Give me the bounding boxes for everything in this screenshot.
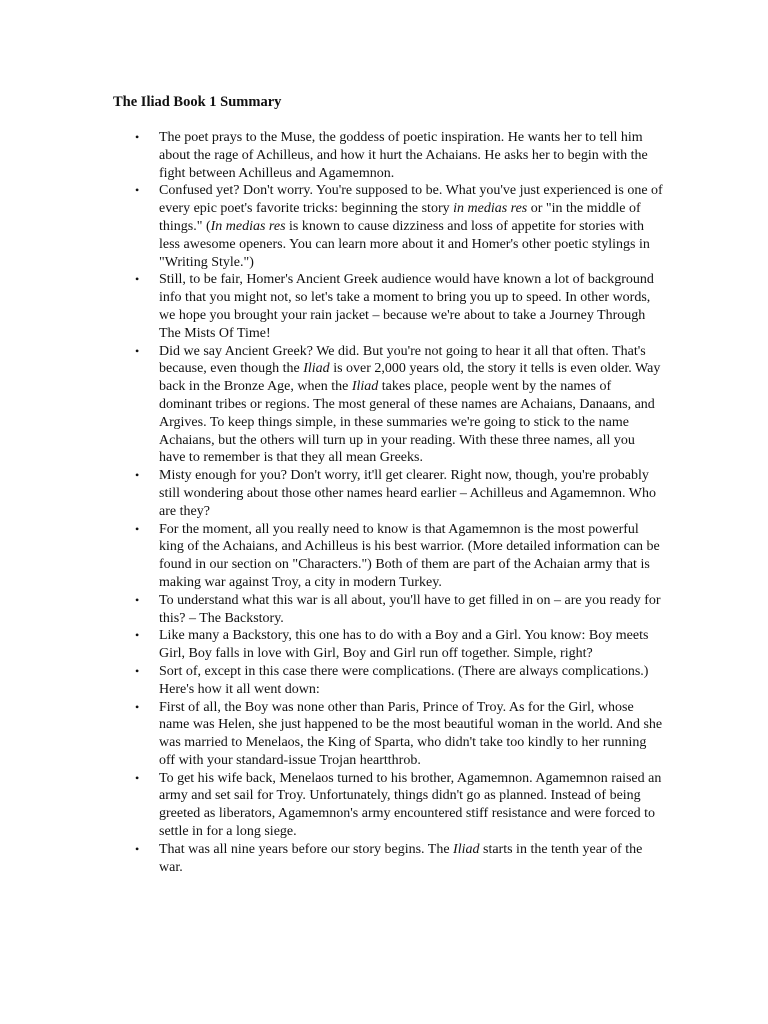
bullet-item [0, 770, 664, 841]
bullet-icon: • [135, 663, 140, 678]
bullet-item [0, 592, 664, 628]
bullet-item [0, 627, 664, 663]
text-run: Sort of, except in this case there were complications. (There are always complications.) Here's how it all went down: [159, 663, 649, 697]
bullet-icon: • [135, 770, 140, 785]
text-run: Did we say Ancient Greek? We did. But you're not going to hear it all that often. That's because, even though the [159, 343, 646, 377]
bullet-item [0, 699, 664, 770]
bullet-text [159, 664, 648, 697]
text-run: or "in the middle of things." ( [159, 201, 641, 234]
bullet-item [0, 663, 664, 699]
bullet-icon: • [135, 130, 140, 144]
text-run: That was all nine years before our story begins. The [159, 841, 454, 857]
bullet-item [0, 271, 664, 342]
italic-text-run: Iliad [453, 841, 480, 857]
italic-text-run: Iliad [303, 361, 330, 377]
text-run: takes place, people went by the names of dominant tribes or regions. The most general of these names are Achaians, Danaans, and Argives. To keep things simple, in these summaries we're going to stick to the name Achaians, but the others will turn up in your reading. With these three names, all you have to remember is that they all mean Greeks. [159, 379, 655, 466]
bullet-icon: • [135, 592, 140, 607]
bullet-text [159, 628, 648, 661]
text-run: To understand what this war is all about, you'll have to get filled in on – are you ready for this? – The Backstory. [159, 592, 661, 626]
italic-text-run: in medias res [453, 201, 528, 217]
bullet-icon: • [135, 272, 140, 287]
bullet-text [159, 593, 661, 626]
italic-text-run: Iliad [351, 379, 379, 395]
bullet-icon: • [135, 841, 140, 856]
bullet-item [0, 841, 664, 877]
text-run: To get his wife back, Menelaos turned to his brother, Agamemnon. Agamemnon raised an army and set sail for Troy. Unfortunately, things didn't go as planned. Instead of being greeted as liberators, Agamemnon's army encountered stiff resistance and were forced to settle in for a long siege. [159, 770, 662, 840]
bullet-text [159, 700, 662, 768]
text-run: is over 2,000 years old, the story it tells is even older. Way back in the Bronze Age, when the [159, 361, 661, 395]
text-run: First of all, the Boy was none other than Paris, Prince of Troy. As for the Girl, whose name was Helen, she just happened to be the most beautiful woman in the world. And she was married to Menelaos, the King of Sparta, who didn't take too kindly to her running off with your standard-issue Trojan heartthrob. [159, 699, 663, 768]
bullet-icon: • [135, 521, 140, 536]
text-run: is known to cause dizziness and loss of appetite for stories with less awesome openers. You can learn more about it and Homer's other poetic stylings in "Writing Style.") [159, 218, 650, 270]
text-run: For the moment, all you really need to know is that Agamemnon is the most powerful king of the Achaians, and Achilleus is his best warrior. (More detailed information can be found in our section on "Characters.") Both of them are part of the Achaian army that is making war against Troy, a city in modern Turkey. [159, 521, 660, 590]
bullet-text [159, 771, 661, 839]
bullet-text [159, 842, 642, 875]
bullet-item [0, 343, 664, 468]
bullet-text [159, 272, 654, 340]
text-run: starts in the tenth year of the war. [159, 841, 643, 875]
bullet-icon: • [135, 628, 140, 643]
bullet-item [0, 521, 664, 592]
bullet-icon: • [135, 183, 140, 198]
summary-bullet-list [0, 129, 768, 876]
bullet-item [0, 129, 664, 182]
text-run: Like many a Backstory, this one has to do with a Boy and a Girl. You know: Boy meets Girl, Boy falls in love with Girl, Boy and Girl run off together. Simple, right? [159, 628, 649, 662]
text-run: Still, to be fair, Homer's Ancient Greek audience would have known a lot of background info that you might not, so let's take a moment to bring you up to speed. In other words, we hope you brought your rain jacket – because we're about to take a Journey Through The Mists Of Time! [159, 272, 654, 341]
bullet-text [159, 130, 648, 181]
text-run: Misty enough for you? Don't worry, it'll get clearer. Right now, though, you're probably still wondering about those other names heard earlier – Achilleus and Agamemnon. Who are they? [159, 468, 657, 519]
bullet-text [159, 522, 660, 590]
text-run: Confused yet? Don't worry. You're supposed to be. What you've just experienced is one of every epic poet's favorite tricks: beginning the story [159, 183, 663, 217]
bullet-icon: • [135, 468, 140, 483]
italic-text-run: In medias res [210, 218, 286, 234]
document-title: The Iliad Book 1 Summary [113, 94, 282, 110]
bullet-item [0, 467, 664, 520]
text-run: The poet prays to the Muse, the goddess of poetic inspiration. He wants her to tell him about the rage of Achilleus, and how it hurt the Achaians. He asks her to begin with the fight between Achilleus and Agamemnon. [159, 130, 648, 181]
bullet-icon: • [135, 343, 140, 358]
bullet-text [159, 468, 656, 519]
bullet-text [159, 183, 663, 269]
bullet-text [159, 344, 660, 466]
bullet-item [0, 182, 664, 271]
bullet-icon: • [135, 699, 140, 714]
